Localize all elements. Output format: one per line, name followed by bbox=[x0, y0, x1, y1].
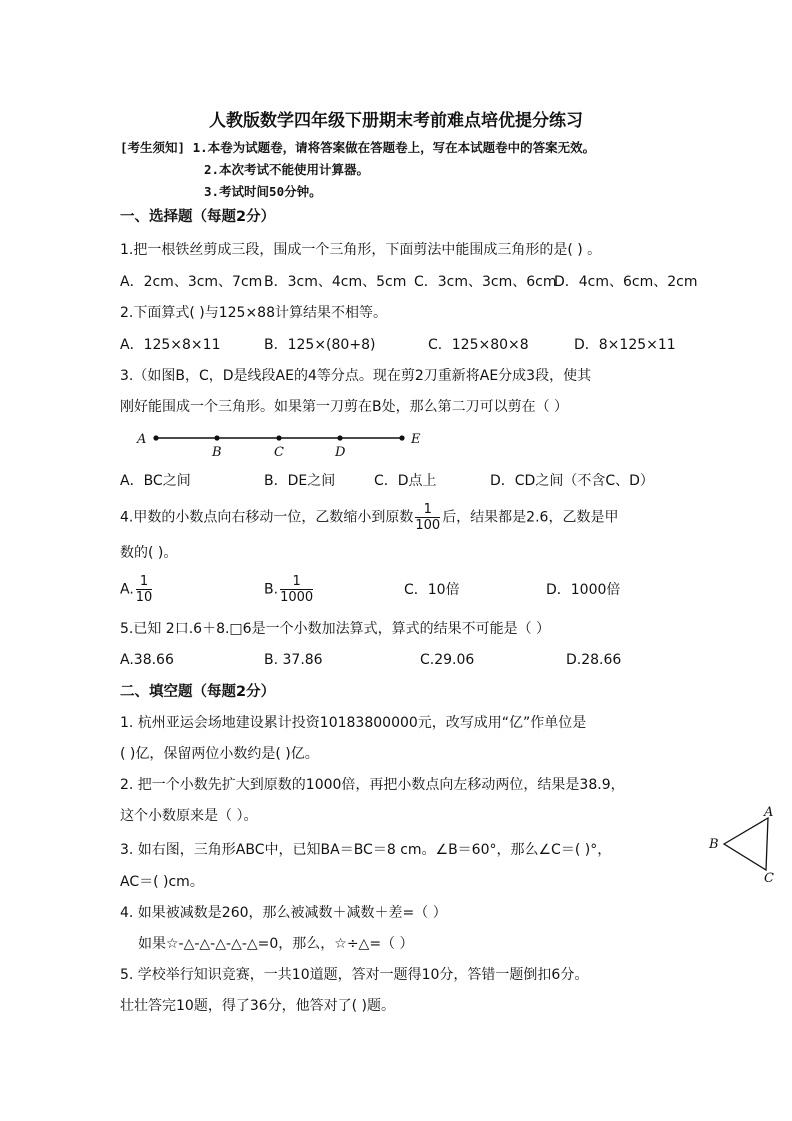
fill-q5-line1: 5. 学校举行知识竞赛，一共10道题，答对一题得10分，答错一题倒扣6分。 bbox=[120, 967, 589, 983]
q5-option-c: C.29.06 bbox=[420, 652, 475, 668]
q5-stem: 5.已知 2口.6＋8.□6是一个小数加法算式，算式的结果不可能是（ ） bbox=[120, 621, 551, 637]
fill-q4-line1: 4. 如果被减数是260，那么被减数＋减数＋差=（ ） bbox=[120, 905, 447, 921]
q4-stem-line2: 数的( )。 bbox=[120, 545, 178, 561]
notice-label: [考生须知] bbox=[120, 140, 186, 155]
q3-stem-line1: 3.（如图B，C，D是线段AE的4等分点。现在剪2刀重新将AE分成3段，使其 bbox=[120, 368, 592, 384]
fill-q1-line1: 1. 杭州亚运会场地建设累计投资10183800000元，改写成用“亿”作单位是 bbox=[120, 715, 587, 731]
q4-stem-after: 后，结果都是2.6，乙数是甲 bbox=[442, 509, 619, 526]
q3-stem-line2: 刚好能围成一个三角形。如果第一刀剪在B处，那么第二刀可以剪在（ ） bbox=[120, 399, 569, 415]
point-a-dot bbox=[153, 435, 158, 440]
point-d-dot bbox=[337, 435, 342, 440]
notice-line-1 bbox=[120, 138, 595, 158]
fill-q4-line2: 如果☆-△-△-△-△-△=0，那么，☆÷△=（ ） bbox=[138, 936, 414, 952]
q4-option-b-prefix: B. bbox=[264, 581, 279, 598]
q2-option-d: D．8×125×11 bbox=[574, 337, 676, 353]
q5-option-b: B. 37.86 bbox=[264, 652, 323, 668]
notice-item-1: 1.本卷为试题卷，请将答案做在答题卷上，写在本试题卷中的答案无效。 bbox=[192, 140, 596, 155]
q3-option-c: C．D点上 bbox=[374, 473, 437, 489]
q5-option-d: D.28.66 bbox=[566, 652, 622, 668]
q4-option-a bbox=[120, 574, 154, 605]
point-c-dot bbox=[276, 435, 281, 440]
q1-option-d: D．4cm、6cm、2cm bbox=[554, 274, 698, 290]
notice-item-2: 2.本次考试不能使用计算器。 bbox=[204, 162, 370, 177]
page-title: 人教版数学四年级下册期末考前难点培优提分练习 bbox=[209, 111, 583, 131]
q4-fraction-denominator: 100 bbox=[415, 518, 441, 533]
q2-option-b: B．125×(80+8) bbox=[264, 337, 376, 353]
q4-option-a-fraction bbox=[136, 574, 153, 605]
q4-option-b-numerator: 1 bbox=[280, 574, 313, 590]
point-a-label: A bbox=[137, 432, 147, 447]
triangle-abc-figure bbox=[704, 804, 784, 886]
q5-option-a: A.38.66 bbox=[120, 652, 174, 668]
q4-option-a-numerator: 1 bbox=[136, 574, 153, 590]
point-e-dot bbox=[399, 435, 404, 440]
triangle-vertex-c: C bbox=[764, 871, 774, 886]
triangle-abc-shape bbox=[724, 818, 768, 870]
q4-option-c: C．10倍 bbox=[404, 582, 460, 598]
section1-heading: 一、选择题（每题2分） bbox=[120, 209, 276, 225]
q2-option-a: A．125×8×11 bbox=[120, 337, 221, 353]
q1-option-b: B．3cm、4cm、5cm bbox=[264, 274, 407, 290]
q4-option-a-denominator: 10 bbox=[135, 590, 153, 605]
q4-fraction-numerator: 1 bbox=[415, 502, 440, 518]
fill-q3-line1: 3. 如右图，三角形ABC中，已知BA＝BC＝8 cm。∠B＝60°，那么∠C＝( )°， bbox=[120, 842, 612, 858]
q4-option-b-denominator: 1000 bbox=[280, 590, 314, 605]
triangle-vertex-b: B bbox=[709, 837, 719, 852]
q4-fraction bbox=[415, 502, 440, 533]
q4-option-a-prefix: A. bbox=[120, 581, 134, 598]
point-c-label: C bbox=[274, 445, 284, 460]
q3-option-d: D．CD之间（不含C、D） bbox=[490, 473, 654, 489]
point-b-dot bbox=[214, 435, 219, 440]
fill-q3-line2: AC＝( )cm。 bbox=[120, 874, 204, 890]
point-b-label: B bbox=[212, 445, 222, 460]
q1-stem: 1.把一根铁丝剪成三段，围成一个三角形，下面剪法中能围成三角形的是( ) 。 bbox=[120, 242, 602, 258]
q2-stem: 2.下面算式( )与125×88计算结果不相等。 bbox=[120, 305, 387, 321]
triangle-vertex-a: A bbox=[764, 805, 774, 820]
q3-option-b: B．DE之间 bbox=[264, 473, 336, 489]
q4-option-b-fraction bbox=[280, 574, 313, 605]
fill-q1-line2: ( )亿，保留两位小数约是( )亿。 bbox=[120, 746, 319, 762]
q1-option-a: A．2cm、3cm、7cm bbox=[120, 274, 263, 290]
q4-option-b bbox=[264, 574, 315, 605]
segment-ae-figure bbox=[130, 424, 430, 460]
q3-option-a: A．BC之间 bbox=[120, 473, 191, 489]
q1-option-c: C．3cm、3cm、6cm bbox=[414, 274, 557, 290]
notice-item-3: 3.考试时间50分钟。 bbox=[204, 184, 322, 199]
q4-stem-line1 bbox=[120, 502, 618, 533]
fill-q5-line2: 壮壮答完10题，得了36分，他答对了( )题。 bbox=[120, 998, 396, 1014]
point-e-label: E bbox=[411, 432, 421, 447]
point-d-label: D bbox=[335, 445, 346, 460]
q4-stem-before: 4.甲数的小数点向右移动一位，乙数缩小到原数 bbox=[120, 509, 414, 526]
fill-q2-line1: 2. 把一个小数先扩大到原数的1000倍，再把小数点向左移动两位，结果是38.9， bbox=[120, 777, 625, 793]
q4-option-d: D．1000倍 bbox=[546, 582, 621, 598]
section2-heading: 二、填空题（每题2分） bbox=[120, 684, 276, 700]
fill-q2-line2: 这个小数原来是（ ）。 bbox=[120, 808, 258, 824]
q2-option-c: C．125×80×8 bbox=[428, 337, 529, 353]
